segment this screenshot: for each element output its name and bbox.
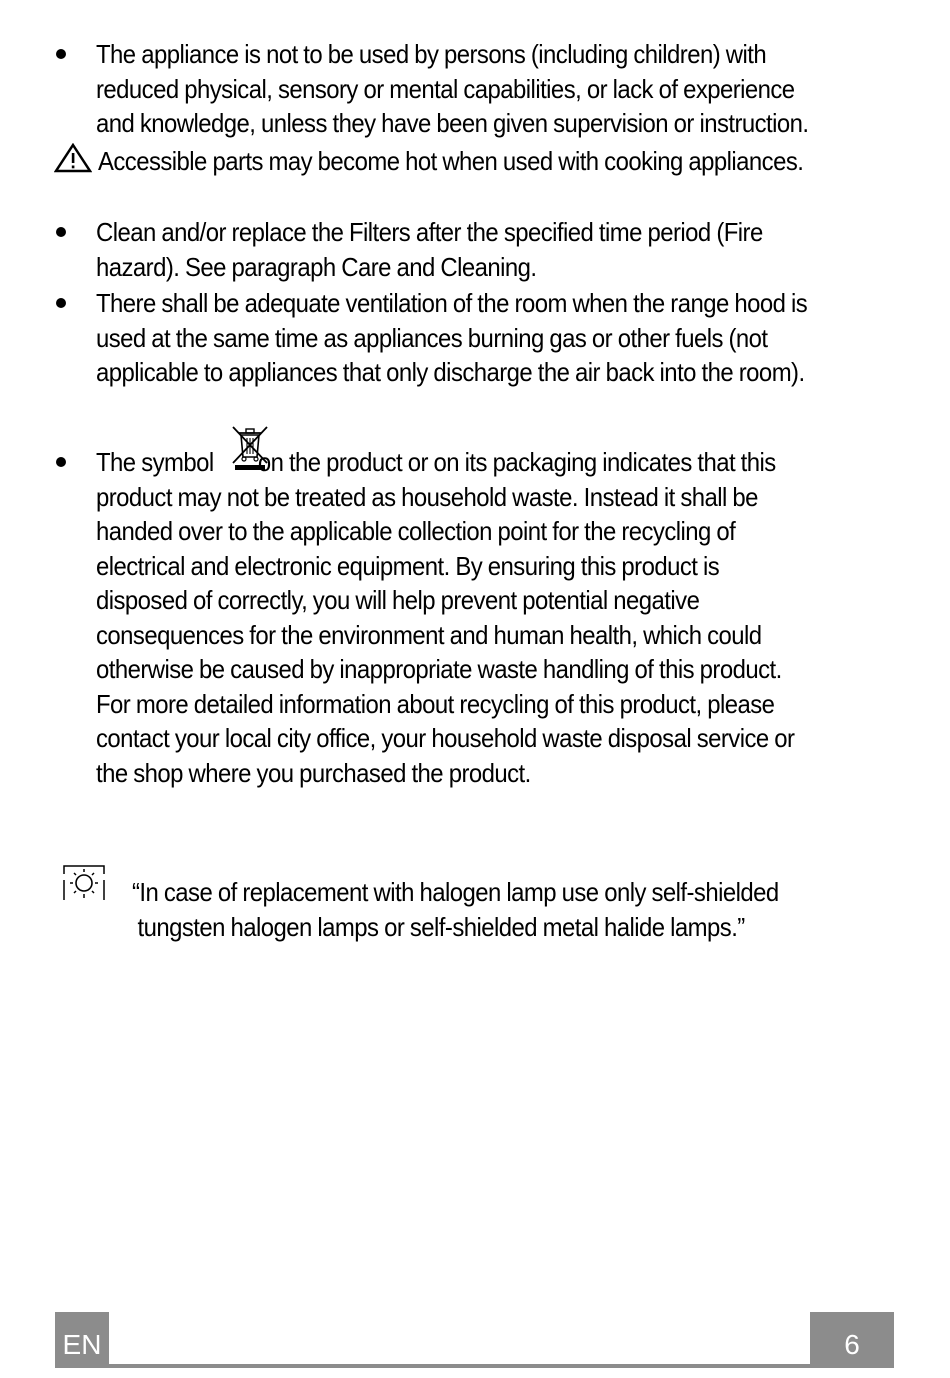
paragraph-halogen-lamp <box>132 875 868 944</box>
bullet <box>56 298 66 308</box>
text-line: “In case of replacement with halogen lamp use only self-shielded <box>132 877 779 907</box>
text-line: product may not be treated as household waste. Instead it shall be <box>96 481 758 512</box>
text-line: consequences for the environment and human health, which could <box>96 619 762 650</box>
text-line: The appliance is not to be used by persons (including children) with <box>96 39 767 69</box>
warning-accessible-parts <box>98 144 834 179</box>
lamp-icon <box>58 856 110 904</box>
text-line: otherwise be caused by inappropriate waste handling of this product. <box>96 654 782 684</box>
text-line: handed over to the applicable collection point for the recycling of <box>96 516 736 546</box>
warning-triangle-icon <box>54 143 92 173</box>
text-line: hazard). See paragraph Care and Cleaning. <box>96 251 537 282</box>
text-line: the shop where you purchased the product. <box>96 757 531 788</box>
paragraph-ventilation <box>96 286 832 390</box>
text-after-symbol: on the product or on its packaging indicates that this <box>257 447 776 477</box>
page-number: 6 <box>810 1312 894 1368</box>
text-line: tungsten halogen lamps or self-shielded metal halide lamps.” <box>137 911 745 942</box>
text-line: contact your local city office, your household waste disposal service or <box>96 723 795 753</box>
paragraph-recycling <box>96 445 832 790</box>
text-line: applicable to appliances that only discharge the air back into the room). <box>96 357 805 387</box>
text-line: electrical and electronic equipment. By ensuring this product is <box>96 550 720 581</box>
bullet <box>56 457 66 467</box>
text-line: Accessible parts may become hot when used with cooking appliances. <box>98 146 804 176</box>
paragraph-persons-capabilities <box>96 37 832 141</box>
text-line: There shall be adequate ventilation of the room when the range hood is <box>96 288 808 318</box>
text-line: disposed of correctly, you will help prevent potential negative <box>96 585 700 615</box>
language-label: EN <box>55 1312 109 1368</box>
bullet <box>56 49 66 59</box>
text-line: For more detailed information about recycling of this product, please <box>96 688 775 719</box>
paragraph-filters <box>96 215 832 284</box>
bullet <box>56 227 66 237</box>
text-line: and knowledge, unless they have been given supervision or instruction. <box>96 108 809 138</box>
text-line: reduced physical, sensory or mental capabilities, or lack of experience <box>96 73 795 104</box>
text-before-symbol: The symbol <box>96 447 214 477</box>
text-line <box>96 445 832 480</box>
footer-rule <box>109 1364 810 1368</box>
text-line: used at the same time as appliances burning gas or other fuels (not <box>96 322 768 353</box>
text-line: Clean and/or replace the Filters after the specified time period (Fire <box>96 217 763 247</box>
